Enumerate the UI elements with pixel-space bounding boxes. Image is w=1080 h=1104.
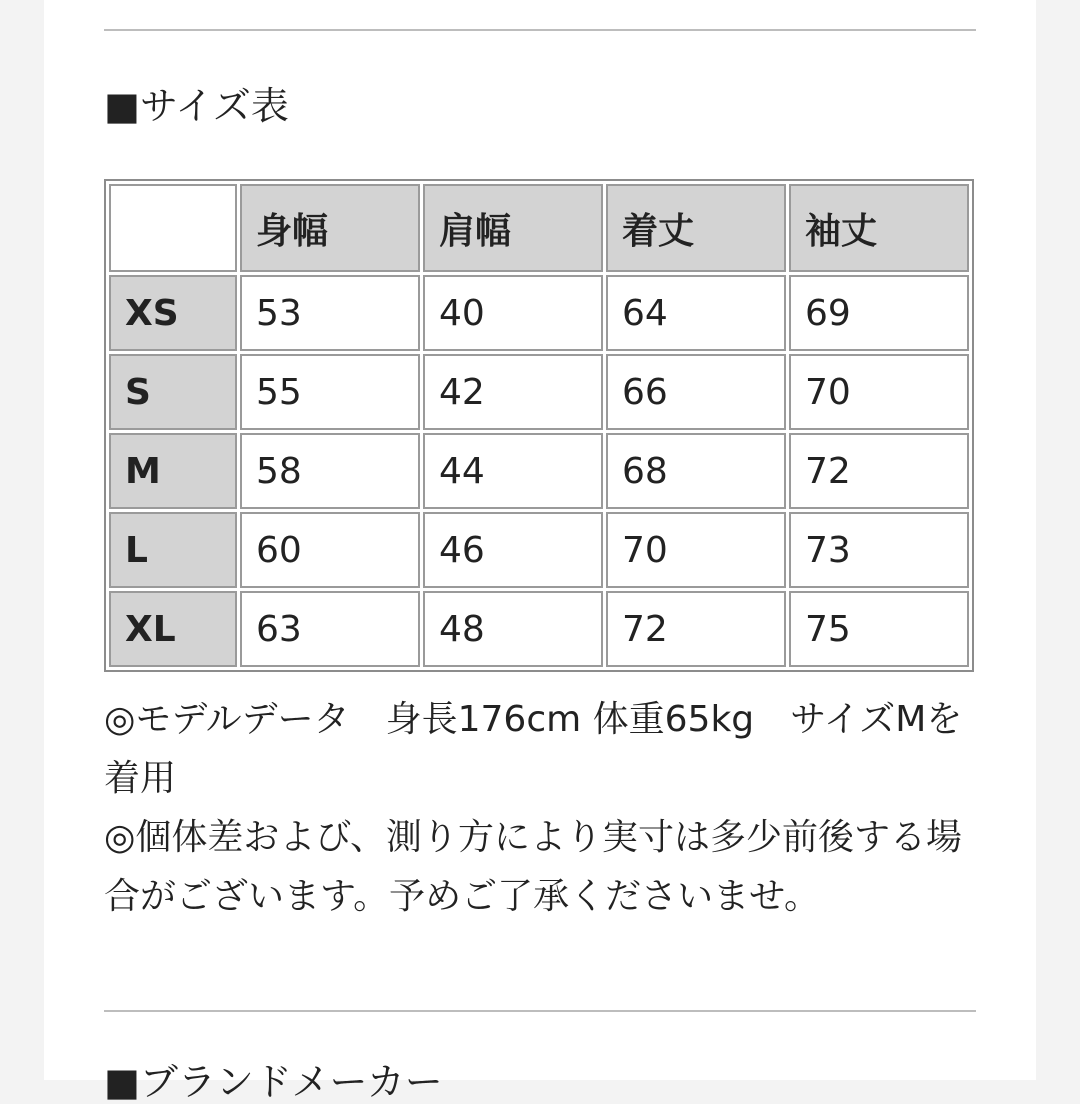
brand-maker-title: ■ブランドメーカー (104, 1060, 443, 1104)
table-cell: 44 (423, 433, 603, 509)
bottom-divider (104, 1010, 976, 1012)
model-data-note: ◎モデルデータ 身長176cm 体重65kg サイズMを着用 (104, 699, 963, 799)
size-label-cell: S (109, 354, 237, 430)
table-cell: 72 (789, 433, 969, 509)
size-label-cell: XS (109, 275, 237, 351)
size-label-cell: XL (109, 591, 237, 667)
measurement-disclaimer-note: ◎個体差および、測り方により実寸は多少前後する場合がございます。予めご了承くださいませ。 (104, 817, 962, 917)
table-cell: 63 (240, 591, 420, 667)
header-cell-shoulder-width: 肩幅 (423, 184, 603, 272)
table-cell: 70 (606, 512, 786, 588)
table-cell: 72 (606, 591, 786, 667)
table-cell: 55 (240, 354, 420, 430)
table-cell: 73 (789, 512, 969, 588)
table-cell: 46 (423, 512, 603, 588)
table-cell: 70 (789, 354, 969, 430)
table-cell: 40 (423, 275, 603, 351)
header-cell-length: 着丈 (606, 184, 786, 272)
size-chart-title: ■サイズ表 (104, 84, 289, 128)
table-cell: 68 (606, 433, 786, 509)
table-cell: 42 (423, 354, 603, 430)
table-cell: 58 (240, 433, 420, 509)
header-cell-body-width: 身幅 (240, 184, 420, 272)
table-cell: 53 (240, 275, 420, 351)
table-cell: 48 (423, 591, 603, 667)
size-notes (104, 690, 964, 926)
header-cell-sleeve-length: 袖丈 (789, 184, 969, 272)
table-cell: 69 (789, 275, 969, 351)
table-cell: 75 (789, 591, 969, 667)
table-cell: 64 (606, 275, 786, 351)
table-row (109, 354, 969, 430)
table-row (109, 591, 969, 667)
table-row (109, 275, 969, 351)
size-label-cell: L (109, 512, 237, 588)
table-row (109, 433, 969, 509)
size-chart-table (104, 179, 974, 672)
header-cell-corner (109, 184, 237, 272)
table-cell: 66 (606, 354, 786, 430)
top-divider (104, 29, 976, 31)
table-header-row (109, 184, 969, 272)
table-cell: 60 (240, 512, 420, 588)
table-row (109, 512, 969, 588)
size-label-cell: M (109, 433, 237, 509)
